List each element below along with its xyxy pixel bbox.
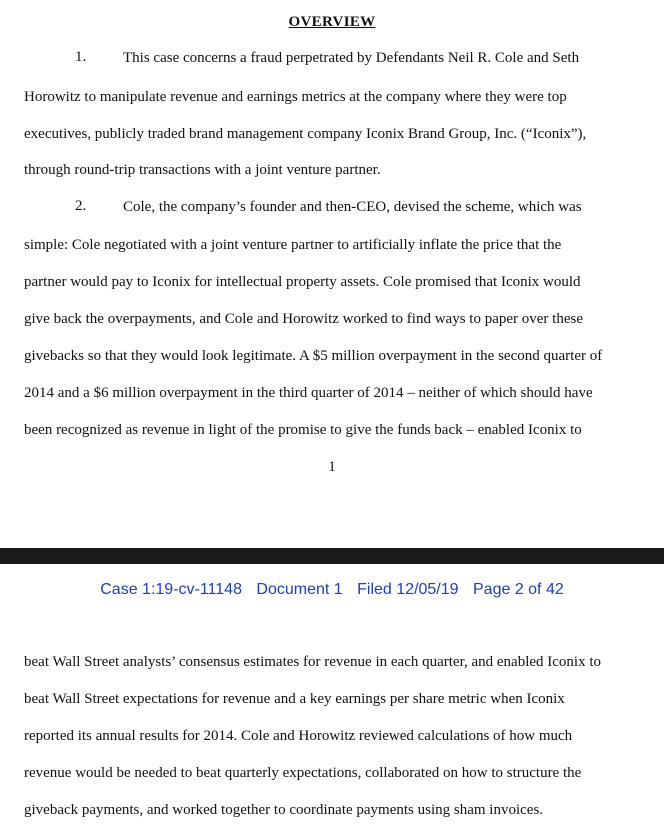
text-line: through round-trip transactions with a joint venture partner.: [24, 162, 381, 178]
text-line: Horowitz to manipulate revenue and earnings metrics at the company where they were top: [24, 89, 567, 105]
document-page-2: [0, 564, 664, 832]
document-number: Document 1: [256, 581, 343, 598]
section-heading: OVERVIEW: [288, 14, 376, 30]
text-line: beat Wall Street analysts’ consensus estimates for revenue in each quarter, and enabled Iconix to: [24, 654, 602, 670]
case-header: [0, 581, 664, 599]
text-line: reported its annual results for 2014. Cole and Horowitz reviewed calculations of how much: [24, 728, 573, 744]
page-count: Page 2 of 42: [473, 581, 564, 598]
text-line: executives, publicly traded brand management company Iconix Brand Group, Inc. (“Iconix”),: [24, 126, 587, 142]
page-number: 1: [328, 459, 336, 475]
text-line: simple: Cole negotiated with a joint venture partner to artificially inflate the price that the: [24, 237, 562, 253]
text-line: beat Wall Street expectations for revenue and a key earnings per share metric when Iconix: [24, 691, 565, 707]
text-line: giveback payments, and worked together to coordinate payments using sham invoices.: [24, 802, 544, 818]
filed-date: Filed 12/05/19: [357, 581, 459, 598]
text-line: givebacks so that they would look legitimate. A $5 million overpayment in the second quarter of: [24, 348, 603, 364]
text-line: been recognized as revenue in light of the promise to give the funds back – enabled Iconix to: [24, 422, 582, 438]
text-line: revenue would be needed to beat quarterly expectations, collaborated on how to structure the: [24, 765, 582, 781]
page-separator: [0, 548, 664, 564]
text-line: This case concerns a fraud perpetrated by Defendants Neil R. Cole and Seth: [123, 50, 580, 66]
text-line: give back the overpayments, and Cole and Horowitz worked to find ways to paper over these: [24, 311, 583, 327]
text-line: 2014 and a $6 million overpayment in the third quarter of 2014 – neither of which should have: [24, 385, 593, 401]
paragraph-number: 1.: [75, 49, 87, 65]
paragraph-number: 2.: [75, 198, 87, 214]
case-number: Case 1:19-cv-11148: [100, 581, 242, 598]
text-line: Cole, the company’s founder and then-CEO, devised the scheme, which was: [123, 199, 582, 215]
text-line: partner would pay to Iconix for intellectual property assets. Cole promised that Iconix would: [24, 274, 581, 290]
